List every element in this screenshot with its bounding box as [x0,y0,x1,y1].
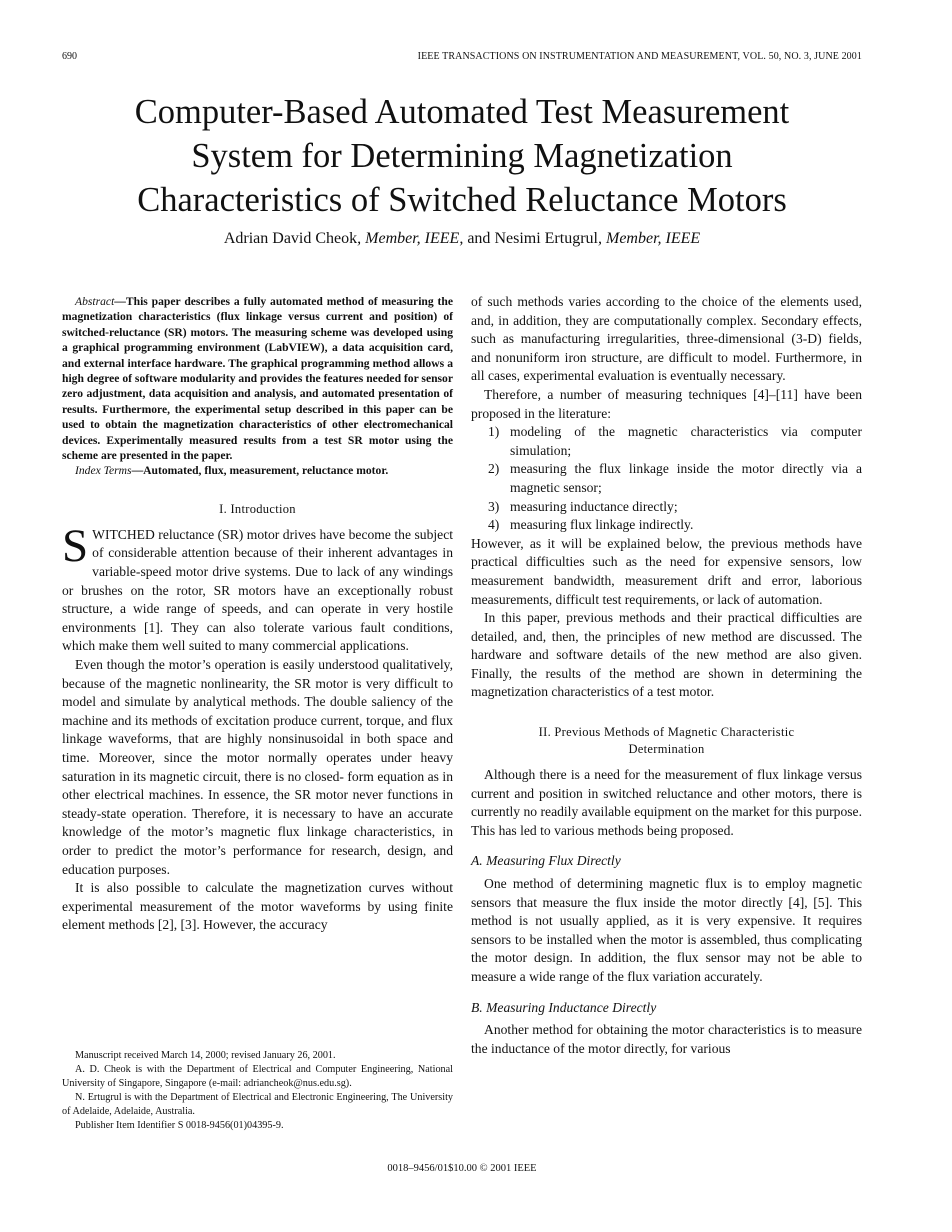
footnote-cheok: A. D. Cheok is with the Department of Electrical and Computer Engineering, National University of Singapore, Singapore (e-mail: adriancheok@nus.edu.sg). [62,1064,453,1089]
footnote-ertugrul: N. Ertugrul is with the Department of Electrical and Electronic Engineering, The University of Adelaide, Adelaide, Australia. [62,1092,453,1117]
index-terms [62,463,453,478]
list-item: 1) modeling of the magnetic characteristics via computer simulation; [488,424,862,458]
title-line-2: System for Determining Magnetization [191,137,733,175]
section-1-heading: I. Introduction [219,501,296,516]
drop-cap: S [62,519,89,572]
list-item: 4) measuring flux linkage indirectly. [488,517,694,533]
author-2-affiliation: , Member, IEEE [597,230,701,247]
paper-title [62,90,862,222]
intro-paragraph-1: SWITCHED reluctance (SR) motor drives have become the subject of considerable attention because of their inherent advantages in variable-speed motor drive systems. Due to lack of any windings or brushes on the rotor, SR motors have an exceptionally robust structure, a wide range of speeds, and can operate in very hostile environments [1]. They can also tolerate various fault conditions, which make them well suited to many commercial applications. [62,519,453,654]
abstract-label: Abstract [75,295,115,308]
section-2-heading-line-2: Determination [628,742,705,757]
subsection-b-paragraph: Another method for obtaining the motor characteristics is to measure the inductance of the motor directly, for various [471,1022,862,1056]
journal-header: IEEE TRANSACTIONS ON INSTRUMENTATION AND MEASUREMENT, VOL. 50, NO. 3, JUNE 2001 [417,51,862,62]
page-number: 690 [62,51,77,62]
right-column [471,293,862,1058]
section-2-paragraph-1: Although there is a need for the measurement of flux linkage versus current and position in switched reluctance and other motors, there is currently no readily available equipment on the market for this purpose. This has led to various methods being proposed. [471,767,862,838]
footnote-received: Manuscript received March 14, 2000; revised January 26, 2001. [75,1050,336,1061]
title-line-3: Characteristics of Switched Reluctance Motors [137,181,787,219]
techniques-paragraph: Therefore, a number of measuring techniques [4]–[11] have been proposed in the literature: [471,386,862,421]
subsection-a-heading: A. Measuring Flux Directly [471,853,621,869]
author-1: Adrian David Cheok [223,230,358,247]
subsection-b-heading: B. Measuring Inductance Directly [471,999,657,1015]
index-terms-label: Index Terms [75,464,132,478]
list-item: 3) measuring inductance directly; [488,498,678,514]
index-terms-text: —Automated, flux, measurement, reluctance motor. [131,464,389,478]
however-paragraph: However, as it will be explained below, the previous methods have practical difficulties such as the need for expensive sensors, low measurement bandwidth, measurement drift and error, laborious measurements, difficult test requirements, or lack of automation. [471,535,862,607]
subsection-a-paragraph: One method of determining magnetic flux is to employ magnetic sensors that measure the flux inside the motor directly [4], [5]. This method is not usually applied, as it is very expensive. It requires sensors to be installed when the motor is assembled, thus complicating the motor design. In addition, the flux sensor may not be able to measure a wide range of the flux variation accurately. [471,876,862,984]
footnote-identifier: Publisher Item Identifier S 0018-9456(01)04395-9. [75,1120,284,1131]
title-line-1: Computer-Based Automated Test Measurement [134,93,790,131]
section-2-heading [471,724,862,758]
author-conjunction: and [463,230,495,247]
author-2: Nesimi Ertugrul [494,230,598,247]
in-this-paper-paragraph: In this paper, previous methods and their practical difficulties are detailed, and, then, the principles of new method are discussed. The hardware and software details of the new method are also given. Finally, the results of the method are shown in determining the magnetization characteristics of a test motor. [471,610,862,700]
abstract [62,294,453,463]
list-item: 2) measuring the flux linkage inside the motor directly via a magnetic sensor; [488,461,862,495]
section-2-heading-line-1: II. Previous Methods of Magnetic Characteristic [538,725,795,740]
continued-paragraph: of such methods varies according to the choice of the elements used, and, in addition, they are computationally complex. Secondary effects, such as manufacturing irregularities, three-dimensional (3-D) fields, and nonuniform iron structure, are difficult to model. Furthermore, in all cases, experimental evaluation is eventually necessary. [471,294,862,384]
intro-paragraph-2: Even though the motor’s operation is easily understood qualitatively, because of the magnetic nonlinearity, the SR motor is very difficult to model and simulate by analytical methods. The double saliency of the machine and its methods of excitation produce current, torque, and flux linkage waveforms, that are highly nonsinusoidal in both space and time. Moreover, since the motor normally operates under heavy saturation in its magnetic circuit, there is no closed- form equation as in other electrical machines. In essence, the SR motor never functions in steady-state operation. Therefore, it is necessary to have an accurate knowledge of the motor’s magnetic flux linkage characteristics, in order to predict the motor’s performance for research, design, and education purposes. [62,657,453,877]
abstract-text: —This paper describes a fully automated method of measuring the magnetization characteristics (flux linkage versus current and position) of switched-reluctance (SR) motors. The measuring scheme was developed using a graphical programming environment (LabVIEW), a data acquisition card, and external interface hardware. The graphical programming method allows a high degree of software modularity and provides the features needed for sensor zero adjustment, data acquisition and analysis, and automated presentation of results. Furthermore, the experimental setup described in this paper can be used to obtain the magnetization characteristics of other electromechanical devices. Experimentally measured results from a test SR motor using the scheme are presented in the paper. [62,295,453,463]
author-line [62,230,862,248]
intro-paragraph-3: It is also possible to calculate the magnetization curves without experimental measurement of the motor waveforms by using finite element methods [2], [3]. However, the accuracy [62,880,453,933]
author-1-affiliation: , Member, IEEE, [357,230,464,247]
copyright-footer: 0018–9456/01$10.00 © 2001 IEEE [387,1163,537,1174]
techniques-list [471,423,862,535]
left-column [62,294,453,935]
footnotes [62,1049,453,1133]
